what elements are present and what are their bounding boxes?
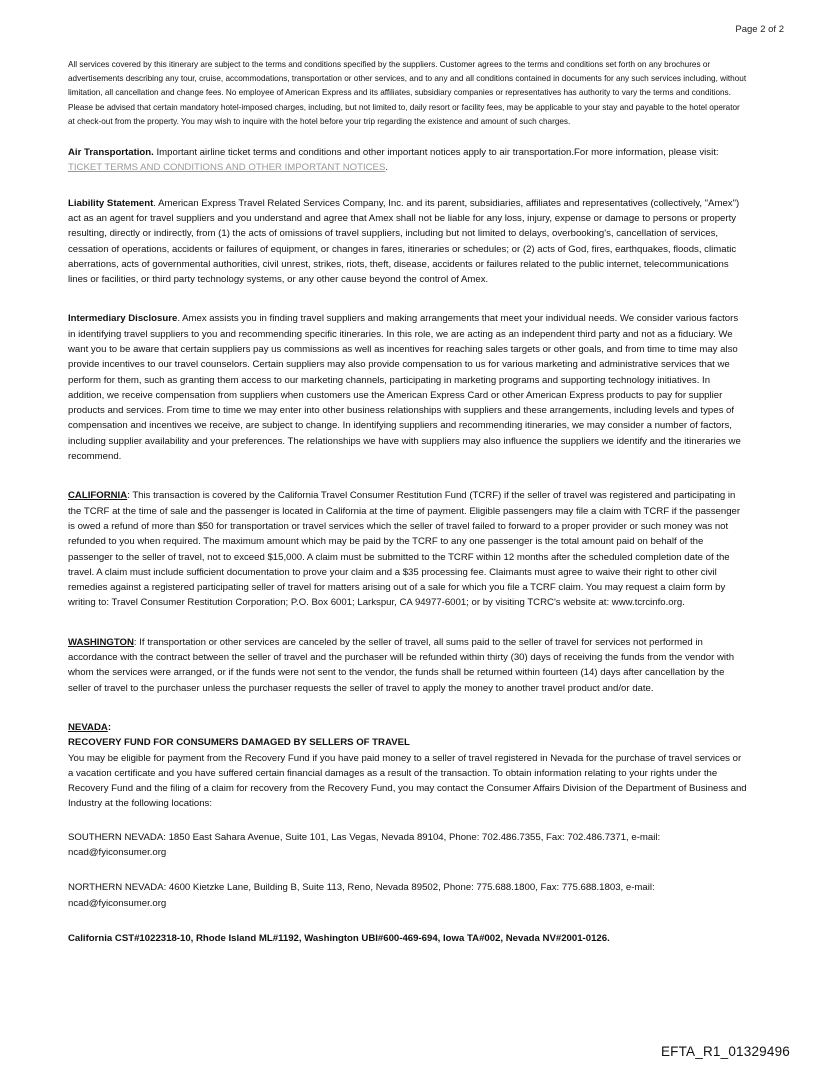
intermediary-heading: Intermediary Disclosure: [68, 313, 178, 325]
washington-heading: WASHINGTON: [68, 636, 134, 648]
bates-number: EFTA_R1_01329496: [660, 1044, 790, 1059]
nevada-heading: NEVADA: [68, 721, 108, 733]
california-section: [68, 488, 748, 610]
nevada-colon: :: [107, 721, 112, 733]
california-text: : This transaction is covered by the California Travel Consumer Restitution Fund (TCRF) if the seller of travel was registered and participating in the TCRF at the time of sale and the passenger is located in California at the time of payment. Eligible passengers may file a claim with TCRF if the passenger is owed a refund of more than $50 for transportation or travel services which the seller of travel failed to forward to a proper provider or such money was not refunded to you when required. The maximum amount which may be paid by the TCRF to any one passenger is the total amount paid on behalf of the passenger to the seller of travel, not to exceed $15,000. A claim must be submitted to the TCRF within 12 months after the scheduled completion date of the travel. A claim must include sufficient documentation to prove your claim and a $35 processing fee. Claimants must agree to waive their right to other civil remedies against a registered participating seller of travel for matters arising out of a sale for which you file a TCRF claim. You may request a claim form by writing to: Travel Consumer Restitution Corporation; P.O. Box 6001; Larkspur, CA 94977-6001; or by visiting TCRC's website at: www.tcrcinfo.org.: [68, 490, 741, 609]
air-transportation-tail: .: [385, 162, 389, 174]
registration-numbers: California CST#1022318-10, Rhode Island ML#1192, Washington UBI#600-469-694, Iowa TA#002, Nevada NV#2001-0126.: [68, 932, 610, 944]
liability-heading: Liability Statement: [68, 197, 154, 209]
liability-section: [68, 196, 748, 288]
northern-nevada-contact: NORTHERN NEVADA: 4600 Kietzke Lane, Building B, Suite 113, Reno, Nevada 89502, Phone: 775.688.1800, Fax: 775.688.1803, e-mail: ncad@fyiconsumer.org: [68, 882, 655, 909]
terms-paragraph: All services covered by this itinerary are subject to the terms and conditions specified by the suppliers. Customer agrees to the terms and conditions set forth on any brochures or advertisements describing any tour, cruise, accommodations, transportation or other services, and to any and all conditions contained in documents for any such services including, without limitation, all cancellation and change fees. No employee of American Express and its affiliates, subsidiary companies or representatives has authority to vary the terms and conditions. Please be advised that certain mandatory hotel-imposed charges, including, but not limited to, daily resort or facility fees, may be applicable to your stay and payable to the hotel operator at check-out from the property. You may wish to inquire with the hotel before your trip regarding the existence and amount of such charges.: [68, 60, 747, 126]
southern-nevada-contact: SOUTHERN NEVADA: 1850 East Sahara Avenue, Suite 101, Las Vegas, Nevada 89104, Phone: 702.486.7355, Fax: 702.486.7371, e-mail: ncad@fyiconsumer.org: [68, 831, 661, 858]
air-transportation-heading: Air Transportation.: [68, 147, 154, 159]
ticket-terms-link[interactable]: TICKET TERMS AND CONDITIONS AND OTHER IMPORTANT NOTICES: [68, 162, 386, 174]
document-body: [68, 58, 748, 946]
nevada-heading-line: [68, 720, 748, 735]
nevada-subheading: RECOVERY FUND FOR CONSUMERS DAMAGED BY SELLERS OF TRAVEL: [68, 737, 410, 749]
air-transportation-text: Important airline ticket terms and conditions and other important notices apply to air transportation.For more information, please visit:: [153, 147, 719, 159]
nevada-text: You may be eligible for payment from the Recovery Fund if you have paid money to a seller of travel registered in Nevada for the purchase of travel services or a vacation certificate and you have suffered certain financial damages as a result of the transaction. To obtain information relating to your rights under the Recovery Fund and the filing of a claim for recovery from the Recovery Fund, you may contact the Consumer Affairs Division of the Department of Business and Industry at the following locations:: [68, 752, 747, 810]
intermediary-text: . Amex assists you in finding travel suppliers and making arrangements that meet your individual needs. We consider various factors in identifying travel suppliers to you and recommending specific itineraries. In this role, we are acting as an independent third party and not as a fiduciary. We want you to be aware that certain suppliers pay us commissions as well as incentives for reaching sales targets or other goals, and from time to time may also provide incentives to our travel counselors. Certain suppliers may also provide compensation to us for various marketing and administrative services that we perform for them, such as granting them access to our marketing channels, participating in marketing programs and supporting technology initiatives. In addition, we receive compensation from suppliers when customers use the American Express Card or other American Express products to pay for supplier products and services. From time to time we may enter into other business relationships with suppliers and these arrangements, including levels and types of compensation and incentives we receive, are subject to change. In identifying suppliers and recommending itineraries, we may consider a number of factors, including supplier availability and your preferences. The relationships we have with suppliers may also influence the suppliers we identify and the itineraries we recommend.: [68, 313, 741, 463]
air-transportation-section: [68, 145, 748, 176]
page-number: Page 2 of 2: [735, 24, 784, 35]
nevada-section: [68, 720, 748, 812]
liability-text: . American Express Travel Related Services Company, Inc. and its parent, subsidiaries, affiliates and representatives (collectively, "Amex") act as an agent for travel suppliers and you understand and agree that Amex shall not be liable for any loss, injury, expense or damage to persons or property resulting, directly or indirectly, from (1) the acts of omissions of travel suppliers, including but not limited to delays, overbooking's, cancellation of services, cessation of operations, accidents or failures of equipment, or changes in fares, itineraries or schedules; or (2) acts of God, fires, earthquakes, floods, climatic aberrations, acts of governmental authorities, civil unrest, strikes, riots, theft, disease, accidents or failures related to the public internet, telecommunications lines or facilities, or third party technology systems, or any other cause beyond the control of Amex.: [68, 197, 740, 286]
california-heading: CALIFORNIA: [68, 490, 128, 502]
washington-section: [68, 635, 748, 696]
washington-text: : If transportation or other services are canceled by the seller of travel, all sums paid to the seller of travel for services not performed in accordance with the contract between the seller of travel and the purchaser will be refunded within thirty (30) days of receiving the funds from the vendor with whom the services were arranged, or if the funds were not sent to the vendor, the funds shall be returned within fourteen (14) days after cancellation by the seller of travel to the purchaser unless the purchaser requests the seller of travel to apply the money to another travel product and/or date.: [68, 636, 735, 694]
intermediary-section: [68, 311, 748, 464]
